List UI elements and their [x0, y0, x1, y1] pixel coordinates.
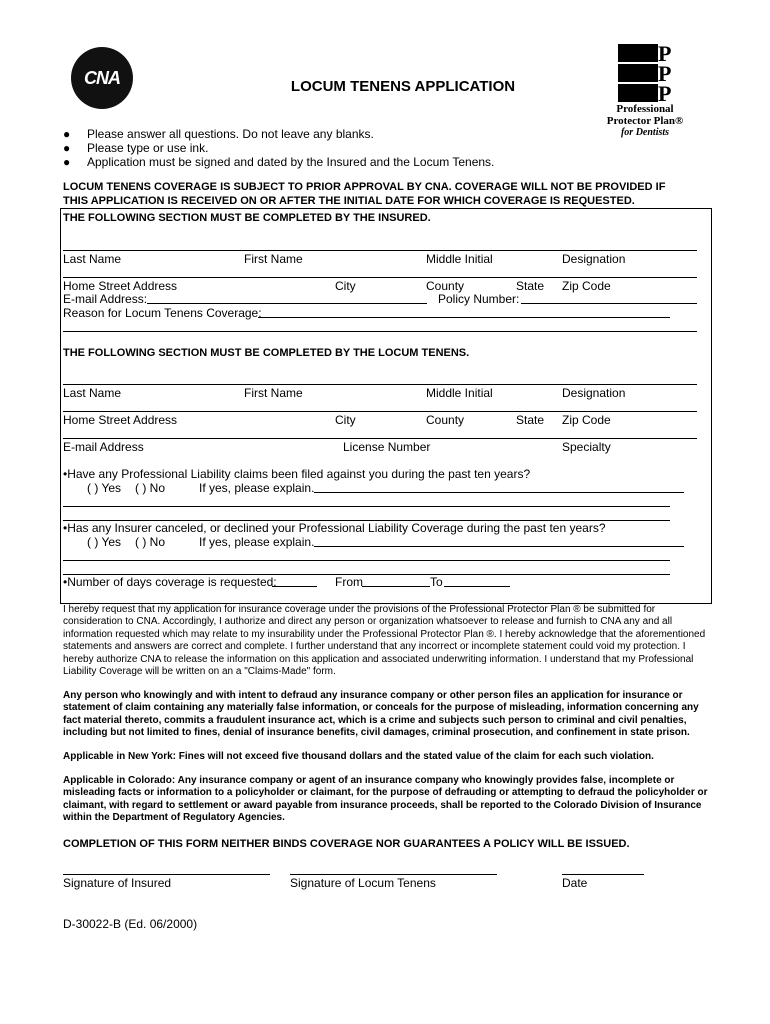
insured-reason-field[interactable] [258, 317, 670, 318]
cna-logo-text: CNA [84, 67, 120, 88]
locum-signature-line[interactable] [290, 874, 497, 875]
claims-question: •Have any Professional Liability claims been filed against you during the past ten years? [63, 467, 531, 481]
from-label: From [335, 575, 363, 589]
insured-zip-label: Zip Code [562, 279, 611, 293]
locum-last-name-label: Last Name [63, 386, 122, 400]
claims-yes-option[interactable]: ( ) Yes [87, 481, 122, 495]
instruction-item: Please type or use ink. [87, 141, 209, 155]
from-date-field[interactable] [362, 586, 430, 587]
insured-middle-initial-label: Middle Initial [426, 252, 493, 266]
ppp-logo-text [600, 103, 690, 139]
cancellation-question: •Has any Insurer canceled, or declined your Professional Liability Coverage during the past ten years? [63, 521, 606, 535]
date-label: Date [562, 876, 588, 890]
locum-home-street-label: Home Street Address [63, 413, 178, 427]
ppp-logo-line: Protector Plan® [606, 115, 684, 127]
insured-signature-label: Signature of Insured [63, 876, 172, 890]
insured-first-name-label: First Name [244, 252, 303, 266]
insured-email-label: E-mail Address: [63, 292, 148, 306]
bullet-icon: ● [63, 155, 71, 169]
days-requested-label: •Number of days coverage is requested: [63, 575, 277, 589]
insured-state-label: State [516, 279, 545, 293]
claims-explain-label: If yes, please explain. [199, 481, 315, 495]
insured-county-label: County [426, 279, 465, 293]
declaration-paragraph: I hereby request that my application for insurance coverage under the provisions of the Professional Protector Plan ® be submitted for consideration to CNA. Accordingly, I authorize and direct any person or organization whatsoever to release and furnish to CNA any and all information requested which may relate to my insurability under the Professional Protector Plan ®. I hereby acknowledge that the aforementioned statements and answers are correct and complete. I further understand that any incorrect or incomplete statement could void my protection. I hereby authorize CNA to release the information on this application and associated underwriting information. I understand that my Professional Liability Coverage will be written on an a "Claims-Made" form. [63, 604, 706, 678]
locum-first-name-label: First Name [244, 386, 303, 400]
to-date-field[interactable] [444, 586, 510, 587]
locum-license-line[interactable] [63, 438, 697, 439]
insured-last-name-label: Last Name [63, 252, 122, 266]
insured-designation-label: Designation [562, 252, 626, 266]
date-line[interactable] [562, 874, 644, 875]
locum-middle-initial-label: Middle Initial [426, 386, 493, 400]
locum-county-label: County [426, 413, 465, 427]
cancellation-no-option[interactable]: ( ) No [135, 535, 165, 549]
instruction-item: Application must be signed and dated by the Insured and the Locum Tenens. [87, 155, 495, 169]
to-label: To [430, 575, 443, 589]
ppp-logo-mark: P P P [614, 44, 684, 144]
insured-name-line[interactable] [63, 250, 697, 251]
form-number: D-30022-B (Ed. 06/2000) [63, 917, 198, 931]
insured-section-heading: THE FOLLOWING SECTION MUST BE COMPLETED BY THE INSURED. [63, 212, 431, 224]
insured-address-line[interactable] [63, 277, 697, 278]
cancellation-explain-field[interactable] [314, 546, 684, 547]
locum-email-label: E-mail Address [63, 440, 144, 454]
insured-city-label: City [335, 279, 356, 293]
insured-signature-line[interactable] [63, 874, 270, 875]
locum-license-label: License Number [343, 440, 431, 454]
locum-designation-label: Designation [562, 386, 626, 400]
locum-signature-label: Signature of Locum Tenens [290, 876, 436, 890]
locum-section-heading: THE FOLLOWING SECTION MUST BE COMPLETED BY THE LOCUM TENENS. [63, 347, 470, 359]
bullet-icon: ● [63, 141, 71, 155]
ppp-logo-line: Professional [616, 103, 674, 115]
locum-specialty-label: Specialty [562, 440, 611, 454]
fraud-warning-paragraph: Any person who knowingly and with intent to defraud any insurance company or other person files an application for insurance or statement of claim containing any materially false information, or conceals for the purpose of misleading, information concerning any fact material thereto, commits a fraudulent insurance act, which is a crime and subjects such person to criminal and civil penalties, including but not limited to fines, denial of insurance benefits, civil damages, criminal prosecution, and confinement in state prison. [63, 690, 699, 739]
colorado-notice: Applicable in Colorado: Any insurance company or agent of an insurance company who knowingly provides false, incomplete or misleading facts or information to a policyholder or claimant, for the purpose of defrauding or attempting to defraud the policyholder or claimant, with regard to settlement or award payable from insurance proceeds, shall be reported to the Colorado Division of Insurance within the Department of Regulatory Agencies. [63, 775, 708, 824]
new-york-notice: Applicable in New York: Fines will not exceed five thousand dollars and the stated value of the claim for each such violation. [63, 751, 654, 762]
coverage-notice: LOCUM TENENS COVERAGE IS SUBJECT TO PRIOR APPROVAL BY CNA. COVERAGE WILL NOT BE PROVIDED IF [63, 181, 666, 193]
completion-notice: COMPLETION OF THIS FORM NEITHER BINDS COVERAGE NOR GUARANTEES A POLICY WILL BE ISSUED. [63, 838, 630, 850]
ppp-logo-sub: for Dentists [620, 127, 670, 138]
claims-explain-field[interactable] [314, 492, 684, 493]
insured-reason-label: Reason for Locum Tenens Coverage: [63, 306, 262, 320]
insured-email-field[interactable] [147, 303, 427, 304]
insured-reason-field-line2[interactable] [63, 331, 697, 332]
locum-name-line[interactable] [63, 384, 697, 385]
bullet-icon: ● [63, 127, 71, 141]
cancellation-explain-field-line2[interactable] [63, 560, 670, 561]
cancellation-yes-option[interactable]: ( ) Yes [87, 535, 122, 549]
instruction-item: Please answer all questions. Do not leave any blanks. [87, 127, 374, 141]
claims-no-option[interactable]: ( ) No [135, 481, 165, 495]
insured-policy-number-field[interactable] [521, 303, 697, 304]
insured-policy-number-label: Policy Number: [438, 292, 520, 306]
cancellation-explain-label: If yes, please explain. [199, 535, 315, 549]
coverage-notice: THIS APPLICATION IS RECEIVED ON OR AFTER THE INITIAL DATE FOR WHICH COVERAGE IS REQUESTED. [63, 195, 635, 207]
claims-explain-field-line2[interactable] [63, 506, 670, 507]
page-title: LOCUM TENENS APPLICATION [290, 78, 516, 95]
locum-city-label: City [335, 413, 356, 427]
locum-address-line[interactable] [63, 411, 697, 412]
locum-state-label: State [516, 413, 545, 427]
insured-home-street-label: Home Street Address [63, 279, 178, 293]
locum-zip-label: Zip Code [562, 413, 611, 427]
days-requested-field[interactable] [272, 586, 317, 587]
